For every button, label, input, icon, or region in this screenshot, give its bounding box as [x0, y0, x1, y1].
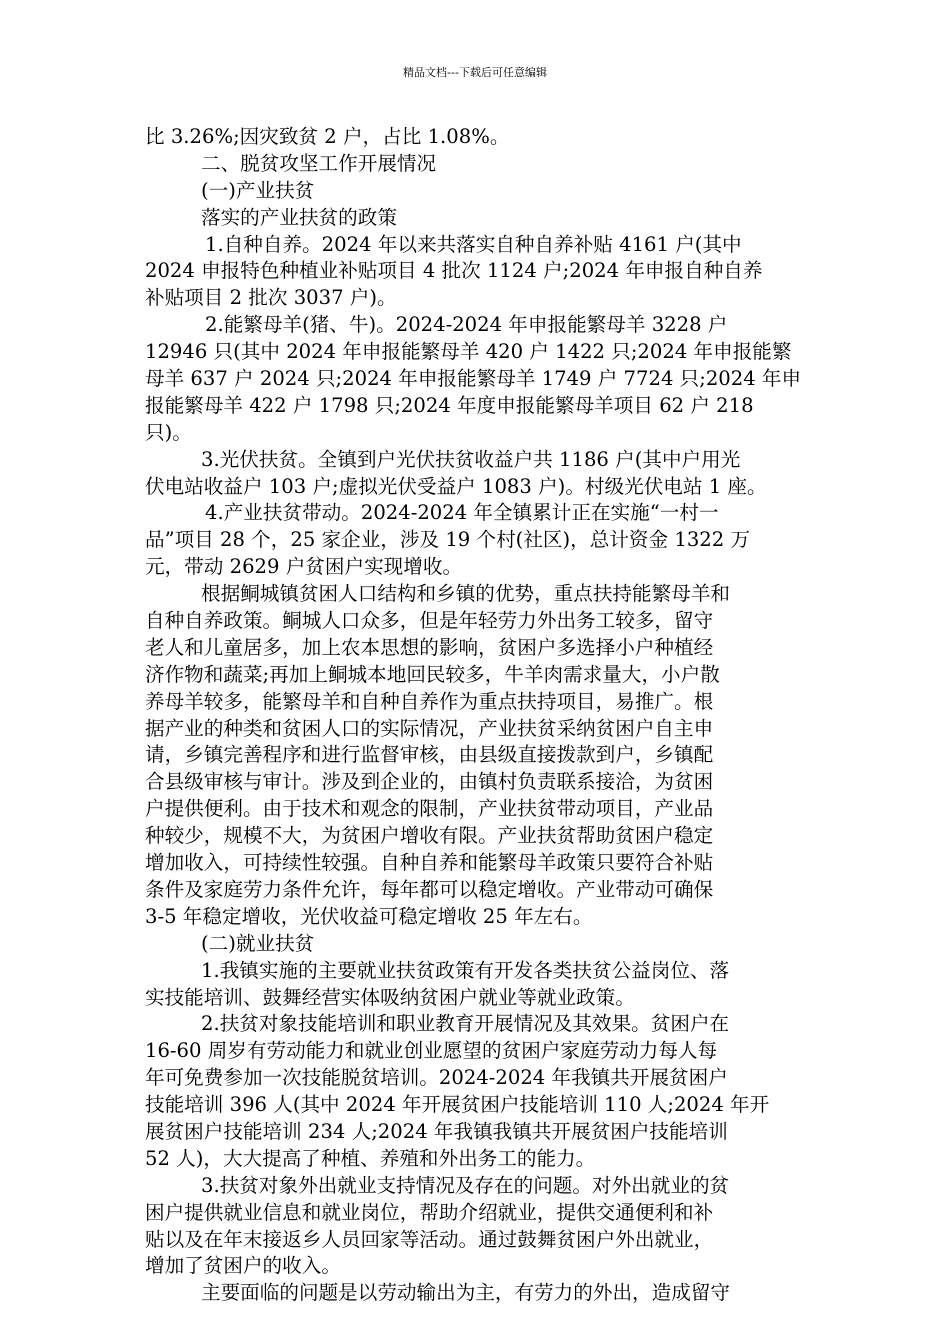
text-line: 12946 只(其中 2024 年申报能繁母羊 420 户 1422 只;2024 年申报能繁	[145, 340, 792, 364]
text-line: 4.产业扶贫带动。2024-2024 年全镇累计正在实施“一村一	[205, 501, 719, 525]
text-line: 主要面临的问题是以劳动输出为主，有劳力的外出，造成留守	[201, 1281, 731, 1305]
text-line: 母羊 637 户 2024 只;2024 年申报能繁母羊 1749 户 7724 只;2024 年申	[145, 367, 802, 391]
text-line: 品”项目 28 个，25 家企业，涉及 19 个村(社区)，总计资金 1322 万	[145, 528, 751, 552]
text-line: 合县级审核与审计。涉及到企业的，由镇村负责联系接洽，为贫困	[145, 770, 714, 794]
text-line: 元，带动 2629 户贫困户实现增收。	[145, 555, 463, 579]
text-line: 技能培训 396 人(其中 2024 年开展贫困户技能培训 110 人;2024 年开	[145, 1093, 770, 1117]
text-line: 报能繁母羊 422 户 1798 只;2024 年度申报能繁母羊项目 62 户 218	[145, 393, 754, 417]
text-line: 老人和儿童居多，加上农本思想的影响，贫困户多选择小户种植经	[145, 635, 714, 659]
text-line: 只)。	[145, 420, 192, 444]
text-line: 增加收入，可持续性较强。自种自养和能繁母羊政策只要符合补贴	[145, 851, 714, 875]
text-line: 实技能培训、鼓舞经营实体吸纳贫困户就业等就业政策。	[145, 985, 635, 1009]
text-line: 3-5 年稳定增收，光伏收益可稳定增收 25 年左右。	[145, 904, 593, 928]
text-line: 年可免费参加一次技能脱贫培训。2024-2024 年我镇共开展贫困户	[145, 1066, 728, 1090]
text-line: 根据鲖城镇贫困人口结构和乡镇的优势，重点扶持能繁母羊和	[201, 582, 731, 606]
document-body	[145, 124, 805, 1307]
text-line: 补贴项目 2 批次 3037 户)。	[145, 286, 397, 310]
subsection-heading: (二)就业扶贫	[201, 931, 315, 955]
text-line: 增加了贫困户的收入。	[145, 1254, 341, 1278]
text-line: 养母羊较多，能繁母羊和自种自养作为重点扶持项目，易推广。根	[145, 689, 714, 713]
text-line: 据产业的种类和贫困人口的实际情况，产业扶贫采纳贫困户自主申	[145, 716, 714, 740]
text-line: 1.我镇实施的主要就业扶贫政策有开发各类扶贫公益岗位、落	[201, 958, 730, 982]
text-line: 落实的产业扶贫的政策	[201, 205, 397, 229]
text-line: 3.扶贫对象外出就业支持情况及存在的问题。对外出就业的贫	[201, 1173, 730, 1197]
text-line: 自种自养政策。鲖城人口众多，但是年轻劳力外出务工较多，留守	[145, 609, 714, 633]
page-header: 精品文档---下载后可任意编辑	[403, 66, 547, 79]
text-line: 困户提供就业信息和就业岗位，帮助介绍就业，提供交通便利和补	[145, 1200, 714, 1224]
text-line: 贴以及在年末接返乡人员回家等活动。通过鼓舞贫困户外出就业，	[145, 1227, 714, 1251]
text-line: 展贫困户技能培训 234 人;2024 年我镇我镇共开展贫困户技能培训	[145, 1119, 728, 1143]
text-line: 伏电站收益户 103 户;虚拟光伏受益户 1083 户)。村级光伏电站 1 座。	[145, 474, 767, 498]
text-line: 3.光伏扶贫。全镇到户光伏扶贫收益户共 1186 户(其中户用光	[201, 447, 741, 471]
text-line: 1.自种自养。2024 年以来共落实自种自养补贴 4161 户(其中	[205, 232, 742, 256]
text-line: 条件及家庭劳力条件允许，每年都可以稳定增收。产业带动可确保	[145, 877, 714, 901]
text-line: 比 3.26%;因灾致贫 2 户，占比 1.08%。	[145, 125, 510, 148]
text-line: 52 人)，大大提高了种植、养殖和外出务工的能力。	[145, 1146, 596, 1170]
subsection-heading: (一)产业扶贫	[201, 178, 315, 202]
text-line: 请，乡镇完善程序和进行监督审核，由县级直接拨款到户，乡镇配	[145, 743, 714, 767]
text-line: 种较少，规模不大，为贫困户增收有限。产业扶贫帮助贫困户稳定	[145, 824, 714, 848]
text-line: 2.扶贫对象技能培训和职业教育开展情况及其效果。贫困户在	[201, 1012, 730, 1036]
text-line: 2024 申报特色种植业补贴项目 4 批次 1124 户;2024 年申报自种自养	[145, 259, 763, 283]
section-heading: 二、脱贫攻坚工作开展情况	[201, 151, 437, 175]
text-line: 2.能繁母羊(猪、牛)。2024-2024 年申报能繁母羊 3228 户	[205, 313, 728, 337]
text-line: 16-60 周岁有劳动能力和就业创业愿望的贫困户家庭劳动力每人每	[145, 1039, 718, 1063]
text-line: 户提供便利。由于技术和观念的限制，产业扶贫带动项目，产业品	[145, 797, 714, 821]
text-line: 济作物和蔬菜;再加上鲖城本地回民较多，牛羊肉需求量大，小户散	[145, 662, 720, 686]
